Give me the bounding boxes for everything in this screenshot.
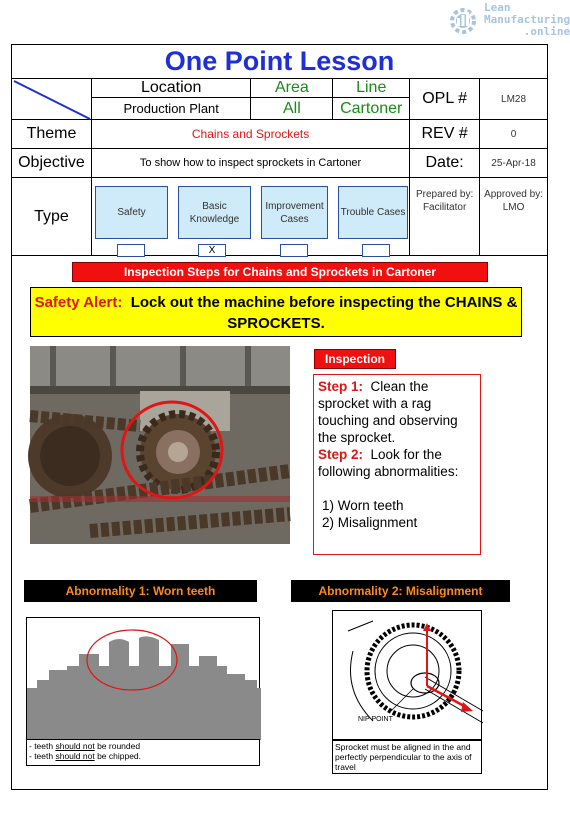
line-value: Cartoner [333, 98, 410, 120]
logo-line1: Lean [484, 1, 511, 14]
gear-icon [446, 2, 480, 36]
gear-drawing [27, 618, 261, 740]
opl-value: LM28 [480, 79, 548, 120]
safety-alert-label: Safety Alert: [34, 294, 123, 311]
checkbox-basic-knowledge[interactable]: X [198, 244, 226, 257]
list-item: 2) Misalignment [322, 515, 418, 530]
type-basic-knowledge: Basic Knowledge [178, 186, 251, 239]
abnormality2-caption: Sprocket must be aligned in the and perfectly perpendicular to the axis of travel [332, 740, 482, 774]
step-2 [318, 446, 476, 480]
diagonal-line [12, 79, 92, 121]
step2-text: Look for the following abnormalities: [318, 447, 459, 479]
inspection-steps-box [313, 374, 481, 555]
approved-value: LMO [502, 202, 525, 213]
rev-value: 0 [480, 120, 548, 149]
area-value: All [251, 98, 333, 120]
checkbox-safety[interactable] [117, 244, 145, 257]
lean-manufacturing-logo [446, 0, 570, 38]
theme-label: Theme [12, 120, 92, 149]
date-label: Date: [410, 149, 480, 178]
safety-alert-text: Lock out the machine before inspecting the CHAINS & SPROCKETS. [130, 294, 518, 332]
abnormality1-caption [26, 739, 260, 766]
worn-teeth-illustration [26, 617, 260, 739]
rev-label: REV # [410, 120, 480, 149]
inspection-title: Inspection [314, 349, 396, 369]
abnormality2-title: Abnormality 2: Misalignment [291, 580, 510, 602]
sprocket-photo [30, 346, 290, 544]
objective-value: To show how to inspect sprockets in Cartoner [91, 149, 409, 178]
step1-label: Step 1: [318, 379, 364, 394]
approved-cell [480, 178, 548, 256]
type-safety: Safety [95, 186, 168, 239]
diagonal-cell [12, 79, 92, 120]
sprocket-drawing [333, 611, 483, 741]
nip-point-label: NIP POINT [358, 716, 393, 723]
list-item: 1) Worn teeth [322, 498, 404, 513]
line-label: Line [333, 79, 410, 98]
step2-label: Step 2: [318, 447, 364, 462]
location-label: Location [91, 79, 251, 98]
type-improvement-cases: Improvement Cases [261, 186, 328, 239]
type-trouble-cases: Trouble Cases [338, 186, 408, 239]
inspection-steps-banner: Inspection Steps for Chains and Sprockets in Cartoner [72, 262, 488, 282]
objective-label: Objective [12, 149, 92, 178]
checkbox-improvement-cases[interactable] [280, 244, 308, 257]
type-label: Type [12, 178, 92, 256]
location-value: Production Plant [91, 98, 251, 120]
prepared-label: Prepared by: [415, 189, 474, 200]
opl-label: OPL # [410, 79, 480, 120]
caption-line-chipped: - teeth should not be chipped. [29, 751, 142, 761]
logo-line2: Manufacturing [484, 13, 570, 26]
page-title: One Point Lesson [12, 45, 548, 79]
abnormality1-title: Abnormality 1: Worn teeth [24, 580, 257, 602]
theme-value: Chains and Sprockets [91, 120, 409, 149]
prepared-value: Facilitator [422, 202, 467, 213]
safety-alert [30, 287, 522, 337]
abnormality-list [318, 497, 476, 531]
caption-line-rounded: - teeth should not be rounded [29, 741, 141, 751]
misalignment-illustration [332, 610, 482, 740]
logo-line3: .online [523, 25, 570, 38]
approved-label: Approved by: [484, 189, 543, 200]
checkbox-trouble-cases[interactable] [362, 244, 390, 257]
step-1 [318, 378, 476, 446]
date-value: 25-Apr-18 [480, 149, 548, 178]
prepared-cell [410, 178, 480, 256]
area-label: Area [251, 79, 333, 98]
step1-text: Clean the sprocket with a rag touching and observing the sprocket. [318, 379, 458, 445]
